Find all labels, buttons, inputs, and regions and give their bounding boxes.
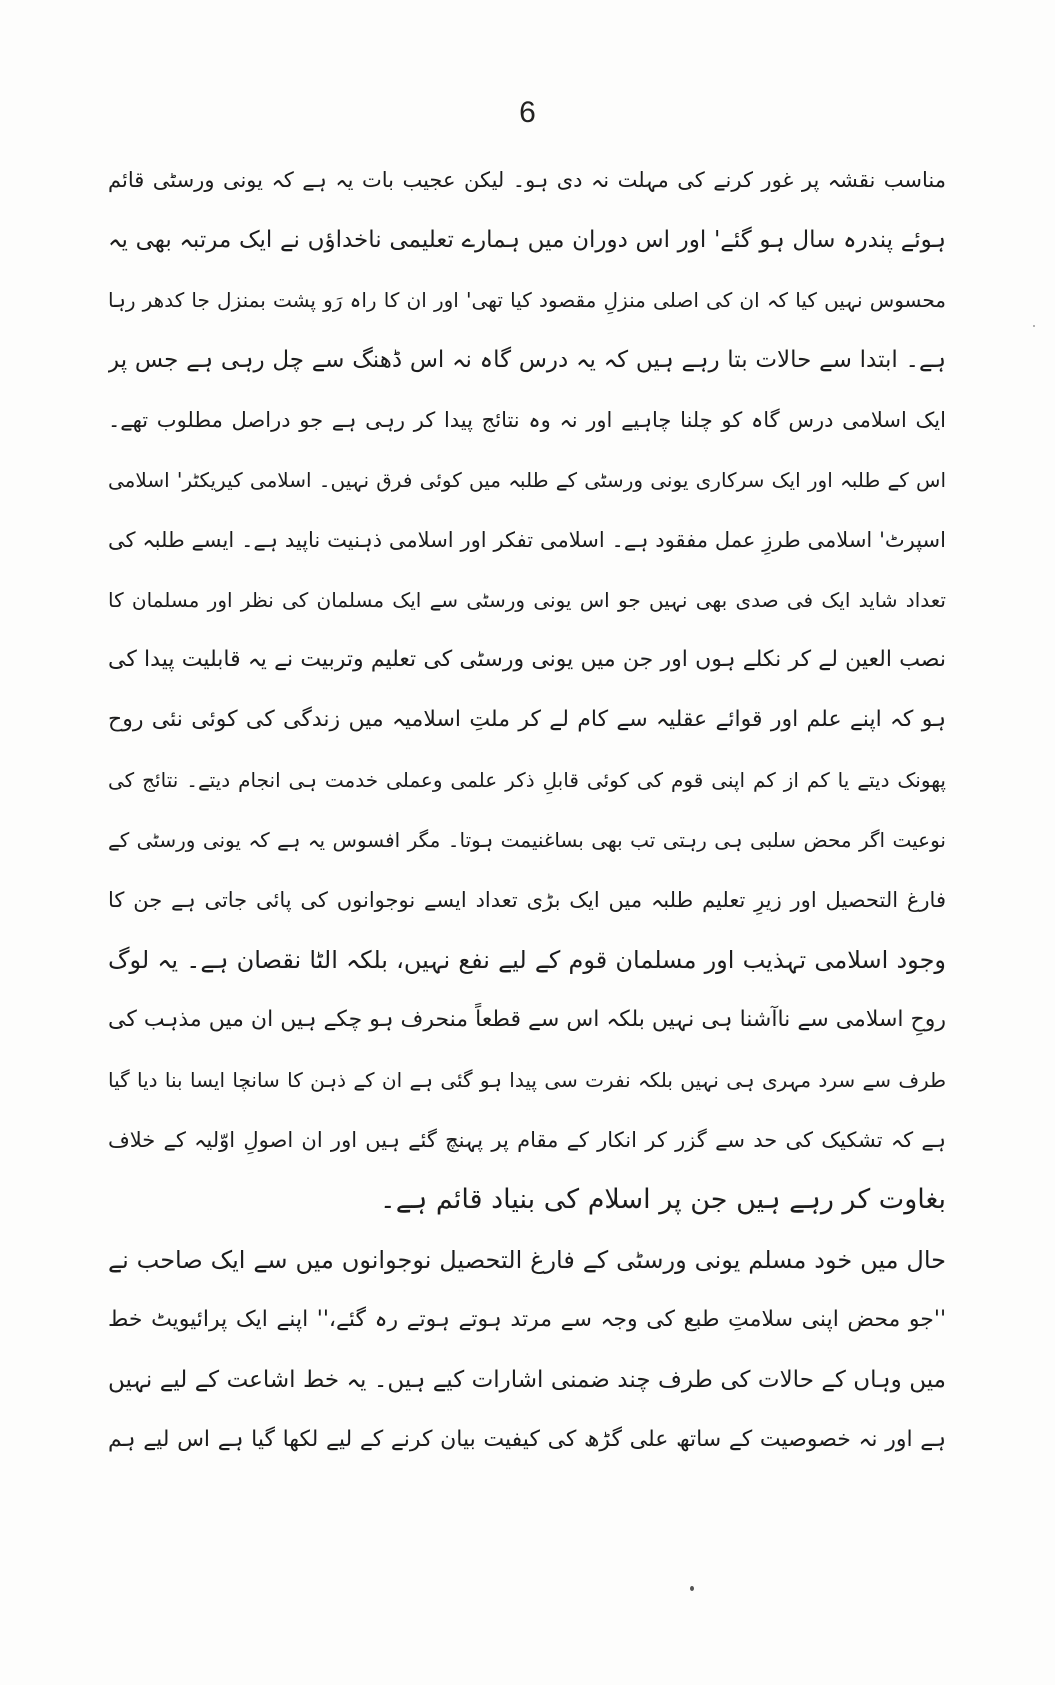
text-line: اسپرٹ' اسلامی طرزِ عمل مفقود ہے۔ اسلامی تفکر اور اسلامی ذہنیت ناپید ہے۔ ایسے طلبہ کی [108, 528, 946, 552]
urdu-text-body [108, 150, 946, 1470]
text-line: ہو کہ اپنے علم اور قوائے عقلیہ سے کام لے کر ملتِ اسلامیہ میں زندگی کی کوئی نئی روح [108, 707, 946, 732]
text-line: پھونک دیتے یا کم از کم اپنی قوم کی کوئی قابلِ ذکر علمی وعملی خدمت ہی انجام دیتے۔ نتائج کی [108, 768, 946, 792]
scan-speck [690, 1586, 694, 1591]
text-line: حال میں خود مسلم یونی ورسٹی کے فارغ التحصیل نوجوانوں میں سے ایک صاحب نے [108, 1246, 946, 1274]
text-line: وجود اسلامی تہذیب اور مسلمان قوم کے لیے نفع نہیں، بلکہ الٹا نقصان ہے۔ یہ لوگ [108, 946, 946, 974]
text-line: ہے کہ تشکیک کی حد سے گزر کر انکار کے مقام پر پہنچ گئے ہیں اور ان اصولِ اوّلیہ کے خلاف [108, 1128, 946, 1152]
scan-speck [1033, 325, 1035, 327]
text-line: ہوئے پندرہ سال ہو گئے' اور اس دوران میں ہمارے تعلیمی ناخداؤں نے ایک مرتبہ بھی یہ [108, 227, 946, 253]
text-line: فارغ التحصیل اور زیرِ تعلیم طلبہ میں ایک بڑی تعداد ایسے نوجوانوں کی پائی جاتی ہے جن کا [108, 888, 946, 912]
text-line: اس کے طلبہ اور ایک سرکاری یونی ورسٹی کے طلبہ میں کوئی فرق نہیں۔ اسلامی کیریکٹر' اسلامی [108, 468, 946, 492]
text-line: تعداد شاید ایک فی صدی بھی نہیں جو اس یونی ورسٹی سے ایک مسلمان کی نظر اور مسلمان کا [108, 588, 946, 612]
page-number: 6 [519, 96, 536, 129]
text-line: روحِ اسلامی سے ناآشنا ہی نہیں بلکہ اس سے قطعاً منحرف ہو چکے ہیں ان میں مذہب کی [108, 1007, 946, 1032]
text-line: ''جو محض اپنی سلامتِ طبع کی وجہ سے مرتد ہوتے ہوتے رہ گئے،'' اپنے ایک پرائیویٹ خط [108, 1307, 946, 1332]
text-line: طرف سے سرد مہری ہی نہیں بلکہ نفرت سی پیدا ہو گئی ہے ان کے ذہن کا سانچا ایسا بنا دیا گیا [108, 1068, 946, 1092]
text-line: محسوس نہیں کیا کہ ان کی اصلی منزلِ مقصود کیا تھی' اور ان کا راہ رَو پشت بمنزل جا کدھر رہا [108, 288, 946, 312]
text-line: مناسب نقشہ پر غور کرنے کی مہلت نہ دی ہو۔ لیکن عجیب بات یہ ہے کہ یونی ورسٹی قائم [108, 168, 946, 192]
text-line: نصب العین لے کر نکلے ہوں اور جن میں یونی ورسٹی کی تعلیم وتربیت نے یہ قابلیت پیدا کی [108, 647, 946, 672]
text-line: میں وہاں کے حالات کی طرف چند ضمنی اشارات کیے ہیں۔ یہ خط اشاعت کے لیے نہیں [108, 1367, 946, 1393]
text-line-paragraph-end: بغاوت کر رہے ہیں جن پر اسلام کی بنیاد قائم ہے۔ [379, 1184, 946, 1215]
text-line: ہے۔ ابتدا سے حالات بتا رہے ہیں کہ یہ درس گاہ نہ اس ڈھنگ سے چل رہی ہے جس پر [108, 347, 946, 373]
text-line: ہے اور نہ خصوصیت کے ساتھ علی گڑھ کی کیفیت بیان کرنے کے لیے لکھا گیا ہے اس لیے ہم [108, 1427, 946, 1452]
text-line: نوعیت اگر محض سلبی ہی رہتی تب بھی بساغنیمت ہوتا۔ مگر افسوس یہ ہے کہ یونی ورسٹی کے [108, 828, 946, 852]
text-line: ایک اسلامی درس گاہ کو چلنا چاہیے اور نہ وہ نتائج پیدا کر رہی ہے جو دراصل مطلوب تھے۔ [108, 408, 946, 432]
